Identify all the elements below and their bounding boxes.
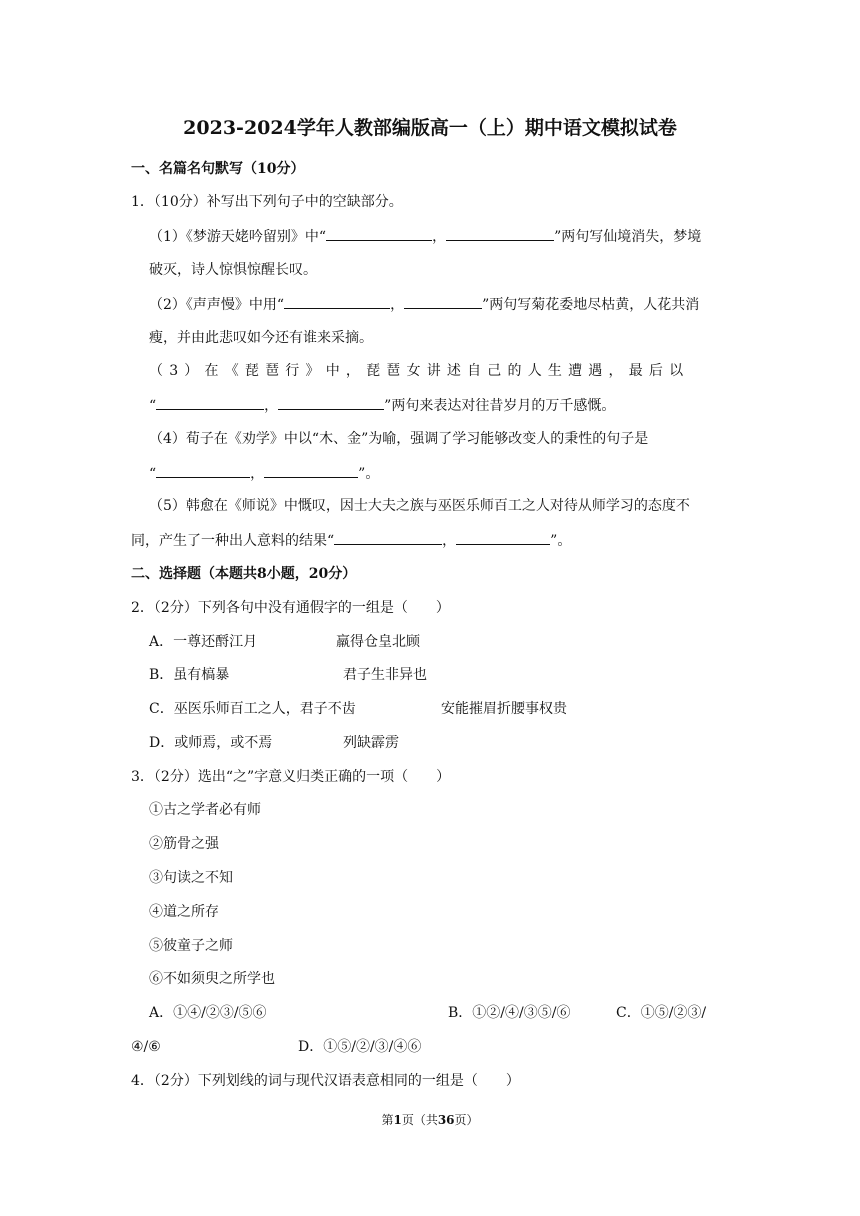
question-4-stem: 4．（2分）下列划线的词与现代汉语表意相同的一组是（ ） (131, 1073, 520, 1089)
option-d[interactable]: D．①⑤/②/③/④⑥ (298, 1039, 422, 1055)
option-c-second: 安能摧眉折腰事权贵 (441, 701, 567, 717)
question-1-part-2: （2）《声声慢》中用“ ， ”两句写菊花委地尽枯黄，人花共消 (149, 297, 700, 313)
list-item: ②筋骨之强 (149, 836, 219, 852)
answer-blank[interactable] (326, 227, 432, 241)
question-1-part-4-cont: “ ， ”。 (149, 466, 380, 482)
section-heading-1: 一、名篇名句默写（10分） (131, 161, 305, 177)
list-item: ⑤彼童子之师 (149, 938, 233, 954)
page-footer: 第1页（共36页） (381, 1113, 479, 1127)
question-1-part-3: （3）在《琵琶行》中，琵琶女讲述自己的人生遭遇，最后以 (149, 363, 690, 379)
answer-blank[interactable] (278, 396, 384, 410)
question-3-stem: 3．（2分）选出“之”字意义归类正确的一项（ ） (131, 769, 451, 785)
option-c[interactable]: C．①⑤/②③/ (616, 1005, 707, 1021)
option-a[interactable]: A．一尊还酹江月 (149, 634, 258, 650)
question-1-part-3-cont: “ ， ”两句来表达对往昔岁月的万千感慨。 (149, 398, 616, 414)
answer-blank[interactable] (456, 531, 550, 545)
question-1-stem: 1．（10分）补写出下列句子中的空缺部分。 (131, 194, 403, 210)
question-1-part-5-cont: 同，产生了一种出人意料的结果“ ， ”。 (131, 533, 572, 549)
answer-blank[interactable] (156, 464, 250, 478)
answer-blank[interactable] (446, 227, 554, 241)
option-d-second: 列缺霹雳 (343, 735, 399, 751)
question-1-part-1-cont: 破灭，诗人惊惧惊醒长叹。 (149, 262, 317, 278)
list-item: ④道之所存 (149, 904, 219, 920)
option-c-cont: ④/⑥ (131, 1039, 161, 1055)
answer-blank[interactable] (334, 531, 442, 545)
list-item: ①古之学者必有师 (149, 802, 261, 818)
list-item: ③句读之不知 (149, 870, 233, 886)
option-b[interactable]: B．①②/④/③⑤/⑥ (448, 1005, 571, 1021)
question-1-part-2-cont: 瘦，并由此悲叹如今还有谁来采摘。 (149, 330, 373, 346)
page-title: 2023-2024学年人教部编版高一（上）期中语文模拟试卷 (183, 117, 677, 139)
option-b[interactable]: B．虽有槁暴 (149, 667, 230, 683)
page-number: 1 (393, 1113, 402, 1127)
question-1-part-5: （5）韩愈在《师说》中慨叹，因士大夫之族与巫医乐师百工之人对待从师学习的态度不 (149, 498, 690, 514)
list-item: ⑥不如须臾之所学也 (149, 971, 275, 987)
section-heading-2: 二、选择题（本题共8小题，20分） (131, 566, 357, 582)
question-2-stem: 2．（2分）下列各句中没有通假字的一组是（ ） (131, 600, 450, 616)
answer-blank[interactable] (284, 295, 390, 309)
answer-blank[interactable] (264, 464, 358, 478)
option-a-second: 羸得仓皇北顾 (336, 634, 420, 650)
answer-blank[interactable] (404, 295, 482, 309)
answer-blank[interactable] (156, 396, 264, 410)
page-total: 36 (437, 1113, 455, 1127)
option-c[interactable]: C．巫医乐师百工之人，君子不齿 (149, 701, 356, 717)
option-d[interactable]: D．或师焉，或不焉 (149, 735, 273, 751)
question-1-part-1: （1）《梦游天姥吟留别》中“ ， ”两句写仙境消失，梦境 (149, 229, 702, 245)
option-a[interactable]: A．①④/②③/⑤⑥ (149, 1005, 267, 1021)
question-1-part-4: （4）荀子在《劝学》中以“木、金”为喻，强调了学习能够改变人的秉性的句子是 (149, 431, 649, 447)
option-b-second: 君子生非异也 (343, 667, 427, 683)
